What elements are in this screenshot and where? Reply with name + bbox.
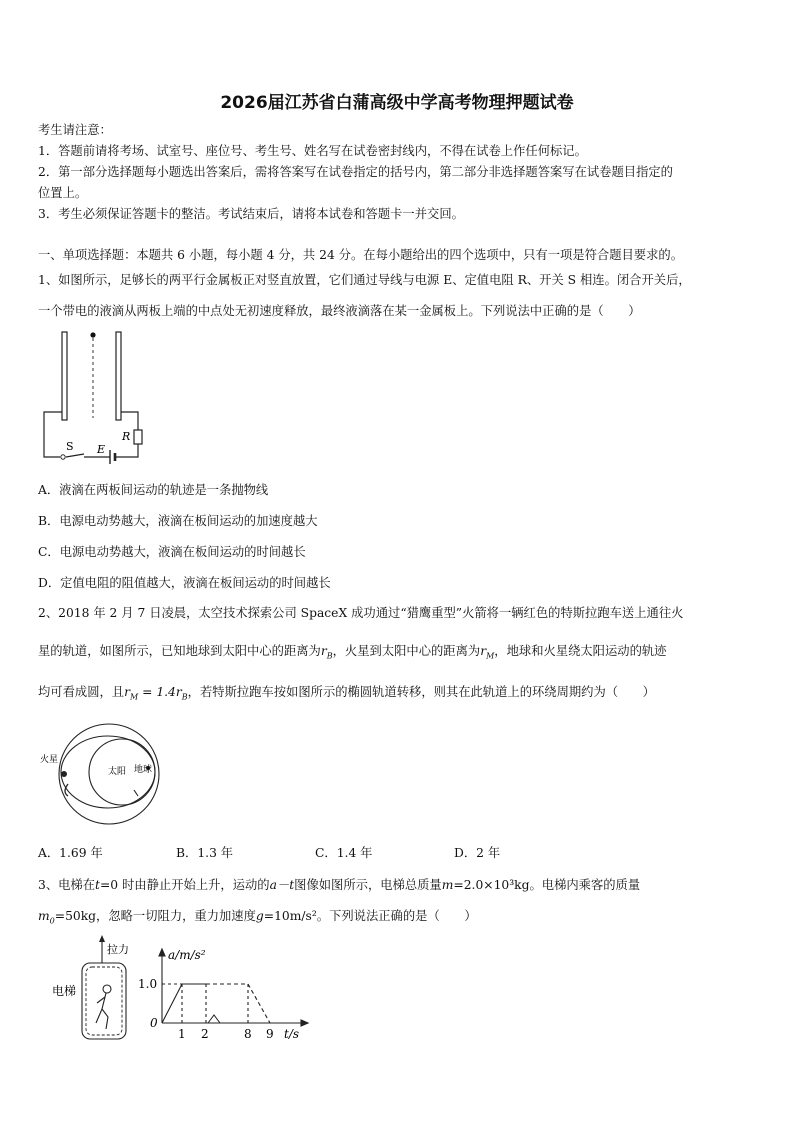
tick-label-x-8: 8 (244, 1027, 252, 1041)
q2-stem-line2: 星的轨道，如图所示，已知地球到太阳中心的距离为$r_B$，火星到太阳中心的距离为$r_M$，地球和火星绕太阳运动的轨迹 (38, 644, 667, 661)
notice-item-3: 3．考生必须保证答题卡的整洁。考试结束后，请将本试卷和答题卡一并交回。 (38, 207, 464, 221)
axis-label-x: t/s (284, 1027, 300, 1041)
q1-option-d: D．定值电阻的阻值越大，液滴在板间运动的时间越长 (38, 576, 331, 590)
acceleration-curve (162, 984, 206, 1023)
label-earth: 地球 (134, 765, 153, 775)
label-r: R (122, 430, 131, 443)
symbol-r-b: $r_B$ (320, 644, 333, 661)
q2-stem-line3: 均可看成圆，且$r_M = 1.4r_B$，若特斯拉跑车按如图所示的椭圆轨道转移，则其在此轨道上的环绕周期约为（ ） (38, 685, 655, 702)
right-plate (116, 332, 121, 420)
label-s: S (66, 440, 74, 453)
notice-item-2-cont: 位置上。 (38, 186, 88, 200)
q1-stem-line1: 1、如图所示，足够长的两平行金属板正对竖直放置，它们通过导线与电源 E、定值电阻 R、开关 S 相连。闭合开关后， (38, 273, 691, 287)
q3-elevator-figure (50, 935, 140, 1045)
section-heading: 一、单项选择题：本题共 6 小题，每小题 4 分，共 24 分。在每小题给出的四个选项中，只有一项是符合题目要求的。 (38, 248, 683, 262)
q1-option-a: A．液滴在两板间运动的轨迹是一条抛物线 (38, 483, 269, 497)
notice-item-2: 2．第一部分选择题每小题选出答案后，需将答案写在试卷指定的括号内，第二部分非选择题答案写在试卷题目指定的 (38, 165, 673, 179)
q3-stem-line1: 3、电梯在t=0 时由静止开始上升，运动的a－t图像如图所示，电梯总质量m=2.0×10³kg。电梯内乘客的质量 (38, 878, 641, 892)
droplet (90, 332, 95, 337)
tick-label-x-2: 2 (201, 1027, 209, 1041)
tick-label-y: 1.0 (138, 977, 158, 991)
q2-orbit-figure (38, 722, 170, 826)
switch-contact (61, 455, 65, 459)
left-plate (62, 332, 67, 420)
origin-label: 0 (150, 1016, 158, 1030)
mars-dot (61, 771, 67, 777)
q2-stem-line1: 2、2018 年 2 月 7 日凌晨，太空技术探索公司 SpaceX 成功通过“猎鹰重型”火箭将一辆红色的特斯拉跑车送上通往火 (38, 606, 684, 620)
equation: $r_M = 1.4r_B$ (124, 685, 188, 702)
tick-label-x-9: 9 (266, 1027, 274, 1041)
label-mars: 火星 (40, 755, 59, 765)
q2-option-a: A．1.69 年 (38, 846, 103, 860)
axis-label-y: a/m/s² (168, 948, 206, 962)
label-sun: 太阳 (108, 767, 127, 777)
label-elevator: 电梯 (52, 984, 77, 998)
q1-circuit-figure (38, 326, 148, 468)
symbol-r-m: $r_M$ (480, 644, 495, 661)
q1-stem-line2: 一个带电的液滴从两板上端的中点处无初速度释放，最终液滴落在某一金属板上。下列说法中正确的是（ ） (38, 304, 641, 318)
notice-item-1: 1．答题前请将考场、试室号、座位号、考生号、姓名写在试卷密封线内，不得在试卷上作任何标记。 (38, 144, 587, 158)
q1-option-b: B．电源电动势越大，液滴在板间运动的加速度越大 (38, 514, 318, 528)
q1-option-c: C．电源电动势越大，液滴在板间运动的时间越长 (38, 545, 306, 559)
q3-at-graph (138, 945, 314, 1045)
notice-heading: 考生请注意： (38, 123, 112, 137)
q2-option-c: C．1.4 年 (315, 846, 373, 860)
symbol-m0: $m_0$ (38, 909, 55, 926)
q2-option-b: B．1.3 年 (176, 846, 234, 860)
passenger-icon (103, 985, 111, 993)
tick-label-x-1: 1 (178, 1027, 186, 1041)
page-title: 2026届江苏省白蒲高级中学高考物理押题试卷 (220, 93, 574, 113)
label-e: E (97, 443, 106, 456)
resistor-icon (134, 430, 142, 444)
label-pull: 拉力 (107, 943, 129, 956)
q3-stem-line2: $m_0=50kg$，忽略一切阻力，重力加速度g=10m/s²。下列说法正确的是（ ） (38, 909, 477, 926)
q2-option-d: D．2 年 (454, 846, 501, 860)
